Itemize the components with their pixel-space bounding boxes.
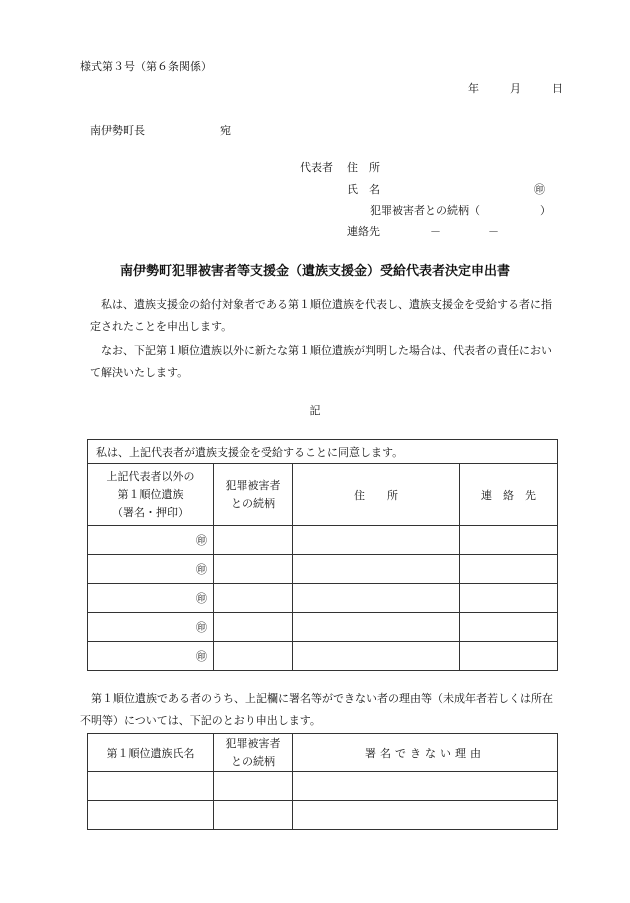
- body-paragraph-1: [90, 294, 560, 338]
- addressee: [90, 122, 231, 138]
- consent-statement: 私は、上記代表者が遺族支援金を受給することに同意します。: [88, 440, 558, 464]
- contact-separator-2: －: [488, 225, 499, 238]
- signature-cell[interactable]: [88, 642, 214, 671]
- signature-cell[interactable]: [88, 555, 214, 584]
- contact-cell[interactable]: [460, 642, 558, 671]
- relation-cell[interactable]: [214, 555, 293, 584]
- relation-cell[interactable]: [214, 526, 293, 555]
- representative-label: 代表者: [300, 161, 333, 174]
- note-text: 第１順位遺族である者のうち、上記欄に署名等ができない者の理由等（未成年者若しくは所在不明等）については、下記のとおり申出します。: [80, 692, 553, 727]
- contact-cell[interactable]: [460, 584, 558, 613]
- header-relation-line1: 犯罪被害者: [225, 736, 281, 750]
- header-contact: 連 絡 先: [460, 464, 558, 526]
- contact-cell[interactable]: [460, 555, 558, 584]
- contact-cell[interactable]: [460, 613, 558, 642]
- header-other-bereaved-line3: （署名・押印）: [112, 505, 189, 519]
- header-other-bereaved-line2: 第１順位遺族: [117, 487, 184, 501]
- representative-address-label: 住 所: [347, 161, 380, 174]
- date-line: [468, 80, 563, 96]
- header-other-bereaved: [88, 464, 214, 526]
- representative-relation-label: 犯罪被害者との続柄（: [370, 204, 480, 217]
- header-reason: 署名できない理由: [293, 734, 558, 772]
- relation-cell[interactable]: [214, 642, 293, 671]
- seal-mark: ㊞: [196, 534, 207, 547]
- addressee-name: 南伊勢町長: [90, 124, 145, 137]
- representative-seal: ㊞: [534, 183, 545, 196]
- date-day: 日: [552, 82, 563, 95]
- representative-relation-close: ）: [540, 204, 551, 217]
- header-relation-line1: 犯罪被害者: [225, 478, 281, 492]
- date-month: 月: [510, 82, 521, 95]
- signature-cell[interactable]: [88, 584, 214, 613]
- header-bereaved-name: 第１順位遺族氏名: [88, 734, 214, 772]
- relation-cell[interactable]: [214, 801, 293, 830]
- relation-cell[interactable]: [214, 772, 293, 801]
- address-cell[interactable]: [293, 613, 460, 642]
- signature-cell[interactable]: [88, 613, 214, 642]
- address-cell[interactable]: [293, 642, 460, 671]
- seal-mark: ㊞: [196, 621, 207, 634]
- header-relation: [214, 734, 293, 772]
- body-paragraph-2-text: なお、下記第１順位遺族以外に新たな第１順位遺族が判明した場合は、代表者の責任において解決いたします。: [90, 344, 552, 379]
- seal-mark: ㊞: [196, 650, 207, 663]
- body-paragraph-1-text: 私は、遺族支援金の給付対象者である第１順位遺族を代表し、遺族支援金を受給する者に指定されたことを申出します。: [90, 298, 552, 333]
- address-cell[interactable]: [293, 526, 460, 555]
- representative-name-label: 氏 名: [347, 183, 380, 196]
- date-year: 年: [468, 82, 479, 95]
- bereaved-name-cell[interactable]: [88, 801, 214, 830]
- representative-contact-label: 連絡先: [347, 225, 380, 238]
- reason-cell[interactable]: [293, 801, 558, 830]
- address-cell[interactable]: [293, 584, 460, 613]
- contact-separator-1: －: [430, 225, 441, 238]
- body-paragraph-2: [90, 340, 560, 384]
- bereaved-name-cell[interactable]: [88, 772, 214, 801]
- seal-mark: ㊞: [196, 592, 207, 605]
- note-paragraph: [80, 688, 560, 732]
- header-relation: [214, 464, 293, 526]
- addressee-suffix: 宛: [220, 124, 231, 137]
- relation-cell[interactable]: [214, 613, 293, 642]
- consent-table: [87, 439, 558, 671]
- reason-table: [87, 733, 558, 830]
- ki-heading: 記: [309, 404, 321, 417]
- form-number: 様式第３号（第６条関係）: [80, 60, 212, 73]
- header-relation-line2: との続柄: [231, 496, 275, 510]
- signature-cell[interactable]: [88, 526, 214, 555]
- seal-mark: ㊞: [196, 563, 207, 576]
- document-title: 南伊勢町犯罪被害者等支援金（遺族支援金）受給代表者決定申出書: [119, 264, 510, 279]
- relation-cell[interactable]: [214, 584, 293, 613]
- contact-cell[interactable]: [460, 526, 558, 555]
- header-other-bereaved-line1: 上記代表者以外の: [106, 469, 195, 483]
- header-address: 住 所: [293, 464, 460, 526]
- address-cell[interactable]: [293, 555, 460, 584]
- header-relation-line2: との続柄: [231, 754, 275, 768]
- reason-cell[interactable]: [293, 772, 558, 801]
